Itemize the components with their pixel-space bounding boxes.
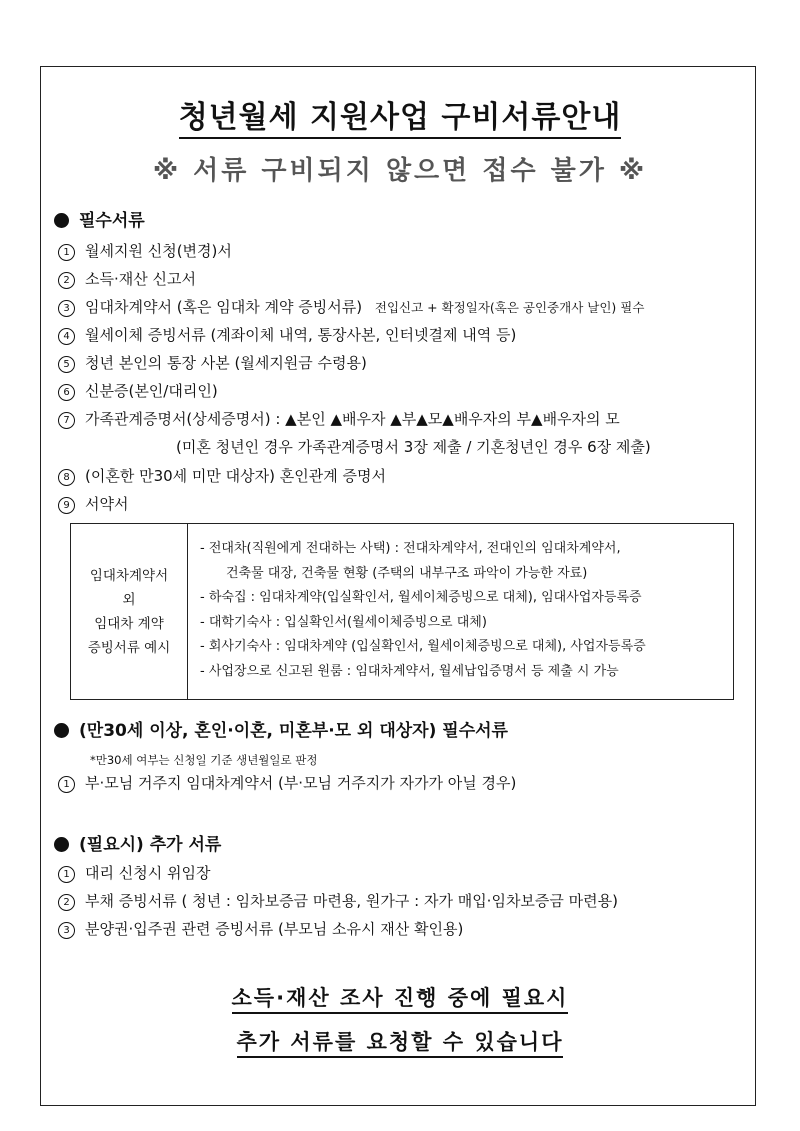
list-item: 3 분양권·입주권 관련 증빙서류 (부모님 소유시 재산 확인용) — [58, 918, 463, 939]
bullet-icon — [54, 723, 69, 738]
circled-number: 3 — [58, 922, 75, 939]
circled-number: 7 — [58, 412, 75, 429]
circled-number: 1 — [58, 244, 75, 261]
example-line: - 전대차(직원에게 전대하는 사택) : 전대차계약서, 전대인의 임대차계약서, — [200, 541, 621, 556]
list-item: 6 신분증(본인/대리인) — [58, 380, 218, 401]
required-heading: 필수서류 — [54, 206, 145, 231]
over30-heading: (만30세 이상, 혼인·이혼, 미혼부·모 외 대상자) 필수서류 — [54, 716, 508, 741]
list-item: 3 임대차계약서 (혹은 임대차 계약 증빙서류) 전입신고 + 확정일자(혹은 공인중개사 날인) 필수 — [58, 296, 644, 317]
circled-number: 3 — [58, 300, 75, 317]
example-line: - 사업장으로 신고된 원룸 : 임대차계약서, 월세납입증명서 등 제출 시 가능 — [200, 663, 619, 679]
list-item: 1 대리 신청시 위임장 — [58, 862, 210, 883]
circled-number: 5 — [58, 356, 75, 373]
circled-number: 1 — [58, 866, 75, 883]
bullet-icon — [54, 213, 69, 228]
family-cert-subnote: (미혼 청년인 경우 가족관계증명서 3장 제출 / 기혼청년인 경우 6장 제출) — [176, 438, 651, 456]
circled-number: 8 — [58, 469, 75, 486]
list-item: 4 월세이체 증빙서류 (계좌이체 내역, 통장사본, 인터넷결제 내역 등) — [58, 324, 516, 345]
list-item: 2 소득·재산 신고서 — [58, 268, 196, 289]
example-line: - 대학기숙사 : 입실확인서(월세이체증빙으로 대체) — [200, 614, 487, 630]
lease-examples-label: 임대차계약서 외 임대차 계약 증빙서류 예시 — [71, 524, 188, 699]
example-line: - 하숙집 : 임대차계약(입실확인서, 월세이체증빙으로 대체), 임대사업자등록증 — [200, 590, 642, 605]
list-item: 1 부·모님 거주지 임대차계약서 (부·모님 거주지가 자가가 아닐 경우) — [58, 772, 516, 793]
lease-examples-box — [70, 523, 734, 700]
list-item: 9 서약서 — [58, 493, 128, 514]
list-item: 8 (이혼한 만30세 미만 대상자) 혼인관계 증명서 — [58, 465, 386, 486]
circled-number: 1 — [58, 776, 75, 793]
list-item: 7 가족관계증명서(상세증명서) : ▲본인 ▲배우자 ▲부▲모▲배우자의 부▲배우자의 모 — [58, 408, 620, 429]
page-title: 청년월세 지원사업 구비서류안내 — [0, 92, 800, 136]
example-line: - 회사기숙사 : 임대차계약 (입실확인서, 월세이체증빙으로 대체), 사업자등록증 — [200, 639, 646, 654]
optional-heading: (필요시) 추가 서류 — [54, 830, 221, 855]
footer-line-2: 추가 서류를 요청할 수 있습니다 — [0, 1026, 800, 1056]
bullet-icon — [54, 837, 69, 852]
circled-number: 6 — [58, 384, 75, 401]
warning-subtitle: ※ 서류 구비되지 않으면 접수 불가 ※ — [152, 156, 648, 186]
circled-number: 2 — [58, 272, 75, 289]
circled-number: 2 — [58, 894, 75, 911]
list-item: 2 부채 증빙서류 ( 청년 : 임차보증금 마련용, 원가구 : 자가 매입·임차보증금 마련용) — [58, 890, 618, 911]
age-note: *만30세 여부는 신청일 기준 생년월일로 판정 — [90, 753, 318, 767]
lease-examples-list — [188, 524, 733, 699]
circled-number: 4 — [58, 328, 75, 345]
lease-note: 전입신고 + 확정일자(혹은 공인중개사 날인) 필수 — [374, 300, 645, 315]
example-line: 건축물 대장, 건축물 현황 (주택의 내부구조 파악이 가능한 자료) — [226, 565, 588, 581]
list-item: 5 청년 본인의 통장 사본 (월세지원금 수령용) — [58, 352, 367, 373]
footer-line-1: 소득·재산 조사 진행 중에 필요시 — [0, 982, 800, 1012]
list-item: 1 월세지원 신청(변경)서 — [58, 240, 232, 261]
circled-number: 9 — [58, 497, 75, 514]
